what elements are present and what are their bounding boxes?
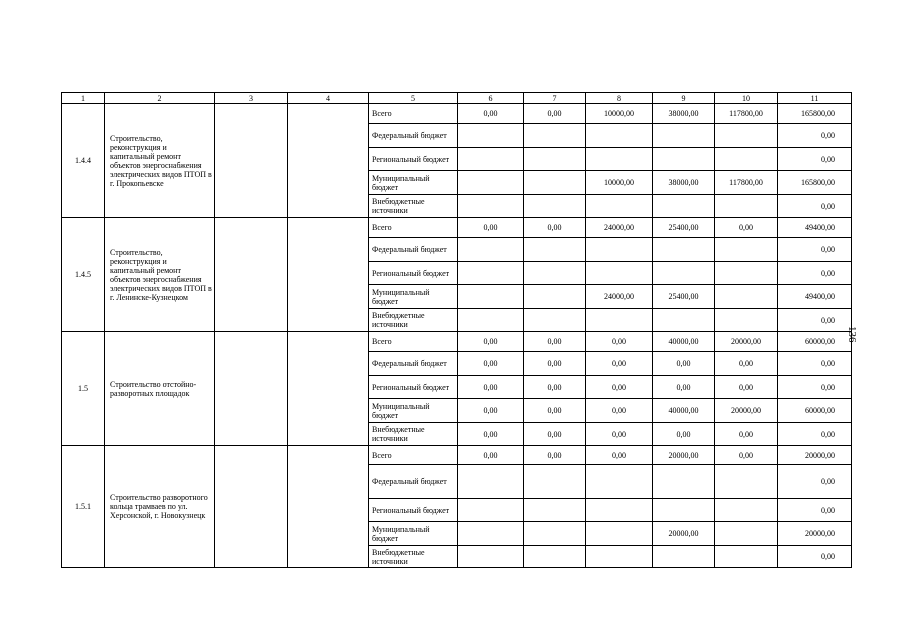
value-cell: 24000,00 — [586, 218, 653, 238]
value-cell: 0,00 — [524, 423, 586, 446]
value-cell: 0,00 — [458, 376, 524, 399]
total-value-cell: 0,00 — [778, 262, 852, 285]
total-value-cell: 0,00 — [778, 376, 852, 399]
value-cell: 0,00 — [458, 446, 524, 465]
column-header: 8 — [586, 93, 653, 104]
funding-source: Внебюджетные источники — [369, 423, 458, 446]
funding-source: Федеральный бюджет — [369, 465, 458, 499]
column-header: 4 — [288, 93, 369, 104]
funding-source: Внебюджетные источники — [369, 546, 458, 568]
value-cell: 24000,00 — [586, 285, 653, 309]
value-cell: 0,00 — [524, 104, 586, 124]
value-cell: 0,00 — [524, 218, 586, 238]
value-cell: 0,00 — [586, 399, 653, 423]
value-cell — [458, 238, 524, 262]
table-row — [62, 332, 852, 352]
total-value-cell: 20000,00 — [778, 446, 852, 465]
funding-source: Муниципальный бюджет — [369, 285, 458, 309]
value-cell — [524, 171, 586, 195]
total-value-cell: 0,00 — [778, 309, 852, 332]
value-cell: 0,00 — [653, 423, 715, 446]
table-body — [62, 104, 852, 568]
value-cell — [586, 522, 653, 546]
value-cell: 10000,00 — [586, 104, 653, 124]
column-4-cell — [288, 446, 369, 568]
total-value-cell: 60000,00 — [778, 332, 852, 352]
funding-source: Муниципальный бюджет — [369, 171, 458, 195]
funding-source: Региональный бюджет — [369, 262, 458, 285]
value-cell: 25400,00 — [653, 285, 715, 309]
page-number: 136 — [846, 326, 858, 343]
item-name: Строительство, реконструкция и капитальный ремонт объектов энергоснабжения электрических видов ПТОП в г. Прокопьевске — [105, 104, 215, 218]
value-cell: 40000,00 — [653, 332, 715, 352]
total-value-cell: 165800,00 — [778, 104, 852, 124]
value-cell — [458, 148, 524, 171]
total-value-cell: 0,00 — [778, 352, 852, 376]
value-cell — [715, 262, 778, 285]
value-cell — [524, 148, 586, 171]
column-header: 9 — [653, 93, 715, 104]
total-value-cell: 0,00 — [778, 423, 852, 446]
value-cell — [524, 285, 586, 309]
column-header: 6 — [458, 93, 524, 104]
total-value-cell: 0,00 — [778, 148, 852, 171]
funding-source: Региональный бюджет — [369, 499, 458, 522]
value-cell — [715, 499, 778, 522]
value-cell: 0,00 — [586, 352, 653, 376]
funding-source: Внебюджетные источники — [369, 195, 458, 218]
funding-source: Всего — [369, 104, 458, 124]
column-4-cell — [288, 332, 369, 446]
value-cell — [715, 465, 778, 499]
value-cell — [458, 546, 524, 568]
value-cell: 20000,00 — [715, 399, 778, 423]
value-cell — [586, 262, 653, 285]
item-code: 1.5.1 — [62, 446, 105, 568]
column-header: 3 — [215, 93, 288, 104]
column-3-cell — [215, 446, 288, 568]
value-cell — [524, 499, 586, 522]
value-cell: 0,00 — [715, 218, 778, 238]
value-cell: 38000,00 — [653, 104, 715, 124]
value-cell — [458, 171, 524, 195]
value-cell — [653, 238, 715, 262]
value-cell — [524, 546, 586, 568]
value-cell — [458, 124, 524, 148]
value-cell — [586, 465, 653, 499]
value-cell: 0,00 — [653, 376, 715, 399]
table-row — [62, 104, 852, 124]
value-cell: 0,00 — [524, 399, 586, 423]
total-value-cell: 0,00 — [778, 499, 852, 522]
value-cell: 20000,00 — [715, 332, 778, 352]
funding-source: Федеральный бюджет — [369, 124, 458, 148]
total-value-cell: 0,00 — [778, 238, 852, 262]
value-cell — [653, 465, 715, 499]
total-value-cell: 49400,00 — [778, 285, 852, 309]
table-row — [62, 218, 852, 238]
total-value-cell: 20000,00 — [778, 522, 852, 546]
value-cell: 0,00 — [524, 376, 586, 399]
funding-source: Федеральный бюджет — [369, 352, 458, 376]
value-cell: 0,00 — [715, 352, 778, 376]
value-cell — [524, 262, 586, 285]
funding-source: Региональный бюджет — [369, 148, 458, 171]
value-cell: 0,00 — [524, 352, 586, 376]
funding-source: Всего — [369, 332, 458, 352]
total-value-cell: 0,00 — [778, 124, 852, 148]
value-cell: 25400,00 — [653, 218, 715, 238]
value-cell — [586, 499, 653, 522]
funding-source: Всего — [369, 446, 458, 465]
column-header: 10 — [715, 93, 778, 104]
value-cell: 0,00 — [524, 446, 586, 465]
value-cell: 0,00 — [586, 332, 653, 352]
funding-source: Всего — [369, 218, 458, 238]
value-cell — [586, 124, 653, 148]
budget-table-container — [61, 92, 852, 568]
value-cell — [586, 195, 653, 218]
value-cell — [586, 148, 653, 171]
value-cell — [715, 285, 778, 309]
value-cell — [524, 238, 586, 262]
total-value-cell: 0,00 — [778, 195, 852, 218]
total-value-cell: 60000,00 — [778, 399, 852, 423]
value-cell — [653, 546, 715, 568]
value-cell — [458, 309, 524, 332]
funding-source: Муниципальный бюджет — [369, 522, 458, 546]
column-header: 11 — [778, 93, 852, 104]
total-value-cell: 0,00 — [778, 465, 852, 499]
value-cell: 117800,00 — [715, 104, 778, 124]
item-code: 1.5 — [62, 332, 105, 446]
value-cell — [524, 124, 586, 148]
value-cell — [586, 238, 653, 262]
value-cell — [458, 195, 524, 218]
column-number-row — [62, 93, 852, 104]
value-cell — [524, 195, 586, 218]
column-3-cell — [215, 332, 288, 446]
value-cell: 0,00 — [458, 352, 524, 376]
value-cell: 0,00 — [458, 104, 524, 124]
value-cell: 0,00 — [653, 352, 715, 376]
value-cell: 0,00 — [586, 423, 653, 446]
value-cell — [653, 262, 715, 285]
value-cell — [653, 195, 715, 218]
value-cell — [458, 522, 524, 546]
total-value-cell: 0,00 — [778, 546, 852, 568]
value-cell: 0,00 — [586, 376, 653, 399]
funding-source: Внебюджетные источники — [369, 309, 458, 332]
value-cell — [715, 522, 778, 546]
value-cell: 0,00 — [458, 399, 524, 423]
item-code: 1.4.5 — [62, 218, 105, 332]
funding-source: Муниципальный бюджет — [369, 399, 458, 423]
value-cell — [715, 195, 778, 218]
value-cell — [715, 309, 778, 332]
value-cell: 0,00 — [586, 446, 653, 465]
column-header: 1 — [62, 93, 105, 104]
value-cell — [586, 309, 653, 332]
value-cell: 0,00 — [715, 423, 778, 446]
value-cell: 0,00 — [458, 218, 524, 238]
table-row — [62, 446, 852, 465]
value-cell: 0,00 — [458, 332, 524, 352]
column-header: 2 — [105, 93, 215, 104]
value-cell: 0,00 — [458, 423, 524, 446]
value-cell: 10000,00 — [586, 171, 653, 195]
funding-source: Федеральный бюджет — [369, 238, 458, 262]
value-cell: 38000,00 — [653, 171, 715, 195]
item-name: Строительство отстойно-разворотных площадок — [105, 332, 215, 446]
total-value-cell: 49400,00 — [778, 218, 852, 238]
item-name: Строительство, реконструкция и капитальный ремонт объектов энергоснабжения электрических видов ПТОП в г. Ленинске-Кузнецком — [105, 218, 215, 332]
value-cell: 20000,00 — [653, 522, 715, 546]
budget-table — [61, 92, 852, 568]
value-cell: 0,00 — [715, 446, 778, 465]
value-cell — [653, 309, 715, 332]
value-cell — [458, 285, 524, 309]
value-cell — [715, 238, 778, 262]
column-3-cell — [215, 104, 288, 218]
item-name: Строительство разворотного кольца трамваев по ул. Херсонской, г. Новокузнецк — [105, 446, 215, 568]
column-4-cell — [288, 104, 369, 218]
value-cell: 0,00 — [715, 376, 778, 399]
value-cell — [653, 124, 715, 148]
column-3-cell — [215, 218, 288, 332]
value-cell: 0,00 — [524, 332, 586, 352]
value-cell — [524, 465, 586, 499]
funding-source: Региональный бюджет — [369, 376, 458, 399]
column-header: 7 — [524, 93, 586, 104]
value-cell — [458, 465, 524, 499]
column-header: 5 — [369, 93, 458, 104]
value-cell — [715, 148, 778, 171]
value-cell — [458, 499, 524, 522]
value-cell: 117800,00 — [715, 171, 778, 195]
value-cell — [653, 499, 715, 522]
column-4-cell — [288, 218, 369, 332]
value-cell — [653, 148, 715, 171]
value-cell — [458, 262, 524, 285]
value-cell — [524, 522, 586, 546]
value-cell — [586, 546, 653, 568]
value-cell — [524, 309, 586, 332]
value-cell — [715, 124, 778, 148]
value-cell: 40000,00 — [653, 399, 715, 423]
item-code: 1.4.4 — [62, 104, 105, 218]
value-cell: 20000,00 — [653, 446, 715, 465]
value-cell — [715, 546, 778, 568]
total-value-cell: 165800,00 — [778, 171, 852, 195]
